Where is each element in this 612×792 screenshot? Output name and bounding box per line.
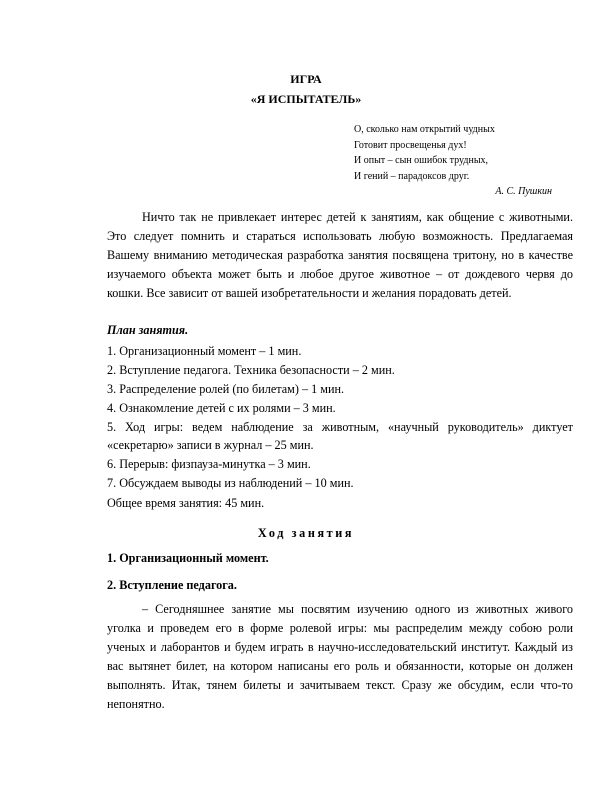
plan-total: Общее время занятия: 45 мин. xyxy=(107,496,265,510)
intro-paragraph: Ничто так не привлекает интерес детей к занятиям, как общение с животными. Это следует помнить и стараться использовать любую возможность. Предлагаемая Вашему вниманию методическая разработка занятия посвящена тритону, но в качестве изучаемого объекта может быть и любое другое животное – от дождевого червя до кошки. Все зависит от вашей изобретательности и желания порадовать детей. xyxy=(107,210,573,300)
plan-item: 3. Распределение ролей (по билетам) – 1 мин. xyxy=(107,382,345,396)
plan-item: 1. Организационный момент – 1 мин. xyxy=(107,344,302,358)
title-line-1: ИГРА xyxy=(290,72,322,86)
plan-item: 5. Ход игры: ведем наблюдение за животным, «научный руководитель» диктует «секретарю» записи в журнал – 25 мин. xyxy=(107,420,573,452)
plan-item: 2. Вступление педагога. Техника безопасности – 2 мин. xyxy=(107,363,395,377)
epigraph-line: И гений – парадоксов друг. xyxy=(354,170,470,182)
epigraph-line: И опыт – сын ошибок трудных, xyxy=(354,155,489,166)
lesson-step-2: 2. Вступление педагога. xyxy=(107,578,237,592)
epigraph-author: А. С. Пушкин xyxy=(495,186,552,197)
plan-heading: План занятия. xyxy=(107,323,189,337)
title-line-2: «Я ИСПЫТАТЕЛЬ» xyxy=(250,92,362,106)
lesson-text: – Сегодняшнее занятие мы посвятим изучению одного из животных живого уголка и проведем его в форме ролевой игры: мы распределим между собою роли ученых и лаборантов и будем играть в научно-исследовательский институт. Каждый из вас вытянет билет, на котором написаны его роль и обязанности, которые он должен выполнять. Итак, тянем билеты и зачитываем текст. Сразу же обсудим, если что-то непонятно. xyxy=(107,602,573,711)
plan-item: 7. Обсуждаем выводы из наблюдений – 10 мин. xyxy=(107,476,354,490)
lesson-step-1: 1. Организационный момент. xyxy=(107,551,269,565)
plan-item: 6. Перерыв: физпауза-минутка – 3 мин. xyxy=(107,457,311,471)
plan-item: 4. Ознакомление детей с их ролями – 3 мин. xyxy=(107,401,336,415)
epigraph xyxy=(354,122,554,200)
epigraph-line: Готовит просвещенья дух! xyxy=(354,139,467,151)
lesson-heading: Ход занятия xyxy=(257,526,355,540)
epigraph-line: О, сколько нам открытий чудных xyxy=(354,124,495,135)
